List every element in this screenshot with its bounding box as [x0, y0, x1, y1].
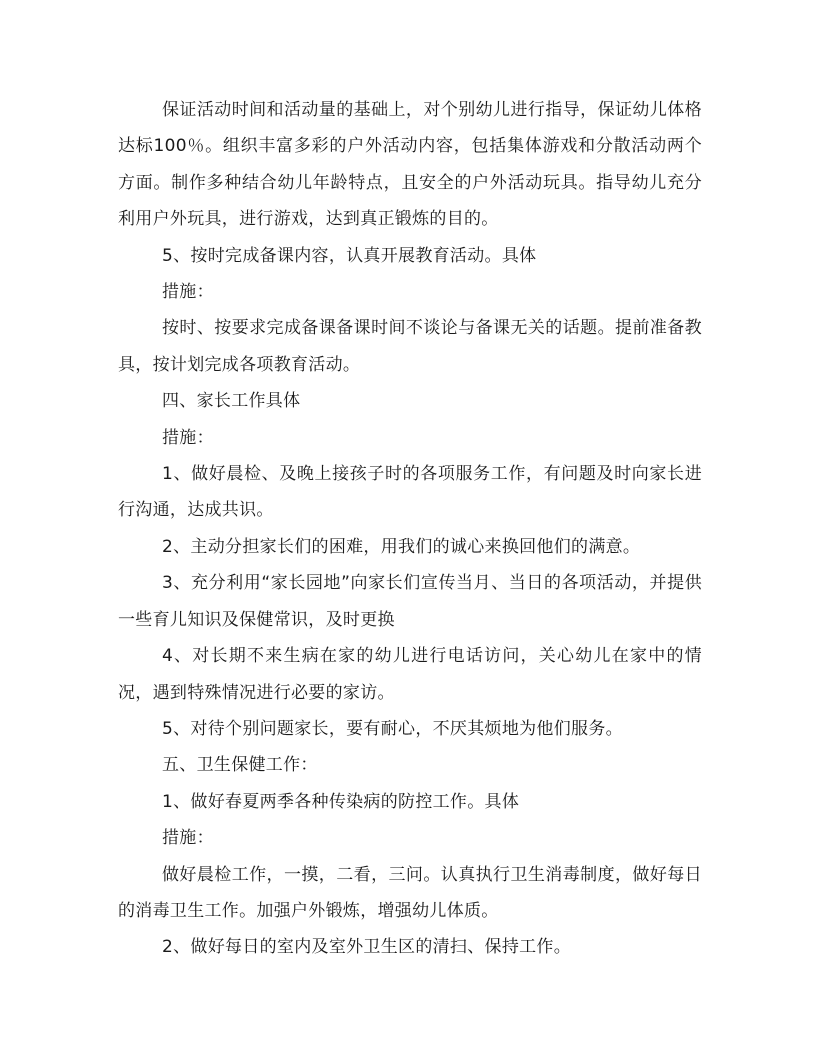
paragraph-outdoor-activities: 保证活动时间和活动量的基础上，对个别幼儿进行指导，保证幼儿体格达标100％。组织丰富多彩的户外活动内容，包括集体游戏和分散活动两个方面。制作多种结合幼儿年龄特点，且安全的户外活动玩具。指导幼儿充分利用户外玩具，进行游戏，达到真正锻炼的目的。	[118, 100, 702, 230]
section-heading-parent-work: 四、家长工作具体	[162, 391, 301, 412]
section-heading-health-care: 五、卫生保健工作：	[162, 755, 318, 776]
paragraph-lesson-prep-detail: 按时、按要求完成备课备课时间不谈论与备课无关的话题。提前准备教具，按计划完成各项教育活动。	[118, 318, 702, 375]
list-item-morning-check: 1、做好晨检、及晚上接孩子时的各项服务工作，有问题及时向家长进行沟通，达成共识。	[118, 464, 702, 521]
list-item-cleaning: 2、做好每日的室内及室外卫生区的清扫、保持工作。	[162, 937, 572, 958]
paragraph-health-detail: 做好晨检工作，一摸，二看，三问。认真执行卫生消毒制度，做好每日的消毒卫生工作。加强户外锻炼，增强幼儿体质。	[118, 864, 702, 921]
paragraph-measures-label: 措施：	[162, 282, 214, 303]
paragraph-lesson-prep-heading: 5、按时完成备课内容，认真开展教育活动。具体	[162, 245, 537, 266]
list-item-phone-visits: 4、对长期不来生病在家的幼儿进行电话访问，关心幼儿在家中的情况，遇到特殊情况进行必要的家访。	[118, 646, 702, 703]
paragraph-measures-label: 措施：	[162, 828, 214, 849]
document-body	[118, 92, 702, 966]
list-item-parent-garden: 3、充分利用“家长园地”向家长们宣传当月、当日的各项活动，并提供一些育儿知识及保健常识，及时更换	[118, 573, 702, 630]
list-item-patience: 5、对待个别问题家长，要有耐心，不厌其烦地为他们服务。	[162, 718, 623, 739]
list-item-disease-prevention: 1、做好春夏两季各种传染病的防控工作。具体	[162, 791, 520, 812]
paragraph-measures-label: 措施：	[162, 427, 214, 448]
list-item-share-difficulties: 2、主动分担家长们的困难，用我们的诚心来换回他们的满意。	[162, 536, 641, 557]
